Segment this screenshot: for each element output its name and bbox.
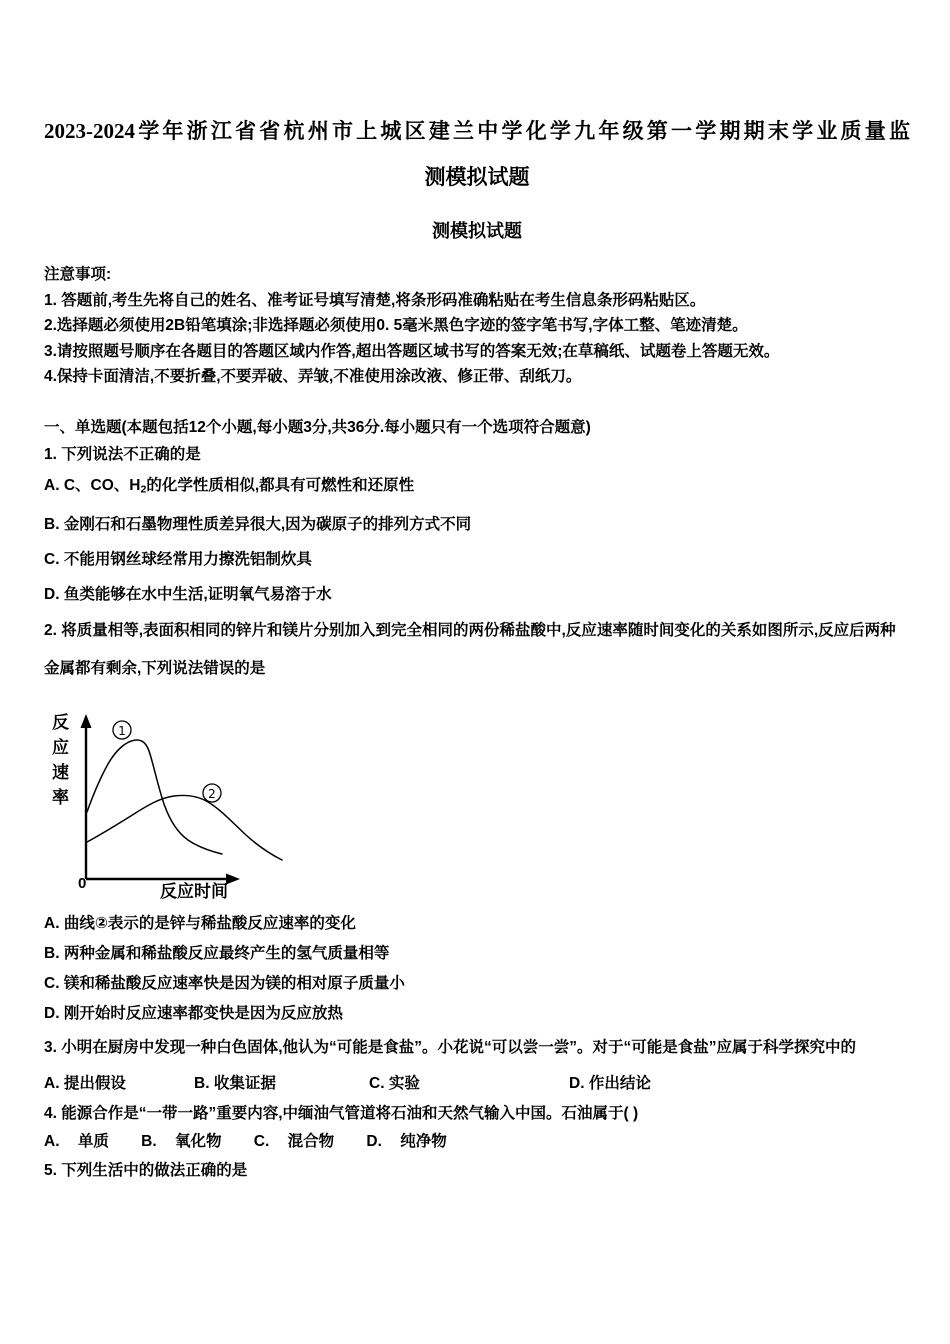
document-body	[44, 0, 910, 1184]
question-4-number: 4.	[44, 1104, 57, 1122]
question-3-text: 小明在厨房中发现一种白色固体,他认为“可能是食盐”。小花说“可以尝一尝”。对于“可能是食盐”应属于科学探究中的	[61, 1038, 857, 1056]
notice-item-4: 4.保持卡面清洁,不要折叠,不要弄破、弄皱,不准使用涂改液、修正带、刮纸刀。	[44, 368, 582, 385]
option-text: 混合物	[287, 1132, 335, 1150]
option-text-before: C、CO、H	[63, 476, 141, 494]
option-text: 实验	[388, 1074, 420, 1092]
question-4-option-c	[254, 1133, 353, 1150]
page-title-main: 2023-2024学年浙江省省杭州市上城区建兰中学化学九年级第一学期期末学业质量监	[44, 119, 910, 143]
option-label: A.	[44, 1132, 60, 1150]
option-label: B.	[194, 1074, 210, 1092]
question-4-options	[44, 1127, 910, 1157]
option-text: 纯净物	[400, 1132, 447, 1150]
chart-origin-label: 0	[78, 874, 87, 892]
option-label: B.	[44, 515, 60, 533]
question-5-stem	[44, 1157, 910, 1184]
section-one-heading: 一、单选题(本题包括12个小题,每小题3分,共36分.每小题只有一个选项符合题意)	[44, 418, 591, 436]
question-4-option-d	[366, 1133, 460, 1150]
notices-heading: 注意事项:	[44, 266, 112, 283]
notice-item-3: 3.请按照题号顺序在各题目的答题区域内作答,超出答题区域书写的答案无效;在草稿纸、试题卷上答题无效。	[44, 342, 780, 360]
option-label: C.	[44, 550, 60, 568]
chart-series-1-curve	[87, 740, 222, 854]
question-4-option-b	[141, 1133, 240, 1150]
option-label: D.	[44, 1004, 60, 1022]
question-1-stem	[44, 441, 910, 468]
question-4-option-a	[44, 1133, 127, 1150]
page-title	[44, 108, 910, 200]
question-4-text: 能源合作是“一带一路”重要内容,中缅油气管道将石油和天然气输入中国。石油属于( )	[61, 1104, 639, 1122]
option-text: 单质	[77, 1132, 109, 1150]
option-label: C.	[44, 974, 60, 992]
question-2-stem	[44, 612, 910, 688]
question-1-option-d	[44, 577, 910, 612]
option-label: A.	[44, 476, 60, 494]
option-label: C.	[369, 1074, 385, 1092]
option-label: A.	[44, 1074, 60, 1092]
question-1-text: 下列说法不正确的是	[61, 445, 201, 463]
option-text: 不能用钢丝球经常用力擦洗铝制炊具	[63, 550, 312, 568]
question-3-stem	[44, 1029, 910, 1067]
notice-item-2: 2.选择题必须使用2B铅笔填涂;非选择题必须使用0. 5毫米黑色字迹的签字笔书写,字体工整、笔迹清楚。	[44, 317, 748, 334]
chart-x-axis-label: 反应时间	[160, 881, 228, 901]
option-label: B.	[44, 944, 60, 962]
question-2-option-c	[44, 969, 910, 999]
option-label: D.	[569, 1074, 585, 1092]
chart-annotation-1-text: 1	[118, 723, 126, 738]
question-4-stem	[44, 1100, 910, 1127]
option-label: D.	[366, 1132, 382, 1150]
option-text: 曲线②表示的是锌与稀盐酸反应速率的变化	[63, 914, 356, 932]
notice-item-1: 1. 答题前,考生先将自己的姓名、准考证号填写清楚,将条形码准确粘贴在考生信息条形码粘贴区。	[44, 291, 706, 309]
question-5-text: 下列生活中的做法正确的是	[61, 1161, 248, 1179]
question-2-figure	[50, 694, 330, 909]
question-2-option-b	[44, 939, 910, 969]
question-3-option-a	[44, 1067, 194, 1100]
question-3-option-b	[194, 1067, 369, 1100]
option-text: 收集证据	[213, 1074, 276, 1092]
option-text: 镁和稀盐酸反应速率快是因为镁的相对原子质量小	[63, 974, 405, 992]
question-3-option-c	[369, 1067, 569, 1100]
chart-series-2-curve	[87, 795, 282, 860]
question-3-option-d	[569, 1067, 651, 1100]
question-2-text: 将质量相等,表面积相同的锌片和镁片分别加入到完全相同的两份稀盐酸中,反应速率随时间变化的关系如图所示,反应后两种金属都有剩余,下列说法错误的是	[44, 621, 896, 677]
option-text: 作出结论	[588, 1074, 651, 1092]
question-3-number: 3.	[44, 1038, 57, 1056]
question-1-option-a	[44, 468, 910, 507]
question-2-option-d	[44, 999, 910, 1029]
chart-x-axis-arrow	[226, 873, 240, 884]
chart-y-axis-arrow	[81, 714, 92, 728]
question-3-options	[44, 1067, 910, 1100]
chart-y-axis-label: 反 应 速 率	[52, 712, 69, 807]
question-2-number: 2.	[44, 621, 57, 639]
option-text-after: 的化学性质相似,都具有可燃性和还原性	[146, 476, 415, 494]
option-subscript: 2	[140, 482, 147, 495]
chart-annotation-2-text: 2	[208, 786, 216, 801]
option-label: C.	[253, 1132, 270, 1150]
option-text: 鱼类能够在水中生活,证明氧气易溶于水	[63, 585, 332, 603]
question-1-option-c	[44, 542, 910, 577]
option-label: B.	[141, 1132, 157, 1150]
option-text: 提出假设	[63, 1074, 126, 1092]
page-subtitle: 测模拟试题	[432, 221, 522, 241]
question-1-number: 1.	[44, 445, 57, 463]
page-title-tail: 测模拟试题	[424, 165, 530, 189]
question-2-option-a	[44, 909, 910, 939]
question-5-number: 5.	[44, 1161, 57, 1179]
option-label: A.	[44, 914, 60, 932]
option-text: 两种金属和稀盐酸反应最终产生的氢气质量相等	[63, 944, 390, 962]
question-1-option-b	[44, 507, 910, 542]
notices-section	[44, 262, 910, 390]
option-label: D.	[44, 585, 60, 603]
option-text: 金刚石和石墨物理性质差异很大,因为碳原子的排列方式不同	[63, 515, 472, 533]
option-text: 氧化物	[174, 1132, 222, 1150]
option-text: 刚开始时反应速率都变快是因为反应放热	[63, 1004, 343, 1022]
